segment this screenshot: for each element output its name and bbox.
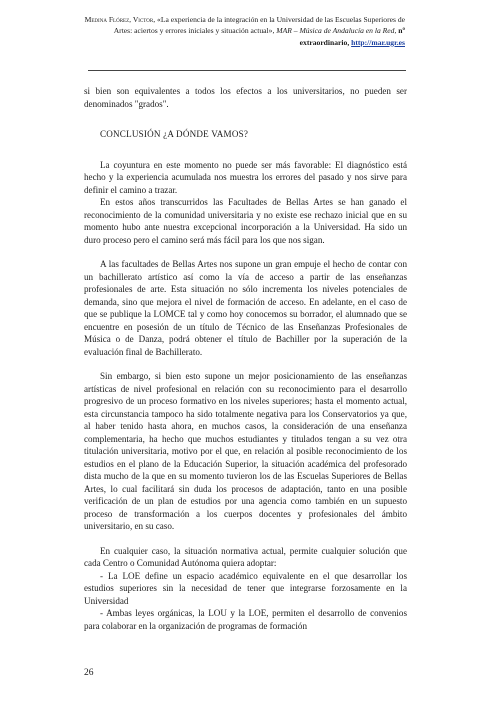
paragraph-3: A las facultades de Bellas Artes nos supone un gran empuje el hecho de contar con un bachillerato artístico así como la vía de acceso a partir de las enseñanzas profesionales de arte. Esta situación no sólo incrementa los niveles potenciales de demanda, sino que mejora el nivel de formación de acceso. En adelante, en el caso de que se publique la LOMCE tal y como hoy conocemos su borrador, el alumnado que se encuentre en posesión de un título de Técnico de las Enseñanzas Profesionales de Música o de Danza, podrá obtener el título de Bachiller por la superación de la evaluación final de Bachillerato.: [84, 259, 407, 357]
header-author: Medina Flórez, Victor,: [84, 15, 156, 24]
paragraph-2: En estos años transcurridos las Facultades de Bellas Artes se han ganado el reconocimiento de la comunidad universitaria y no existe ese rechazo inicial que en su momento hubo ante nuestra excepcional incorporación a la Universidad. Ha sido un duro proceso pero el camino será más fácil para los que nos sigan.: [84, 197, 407, 245]
section-heading: CONCLUSIÓN ¿A DÓNDE VAMOS?: [100, 129, 249, 139]
header-citation: «La experiencia de la integración en la Universidad de las Escuelas Superiores de Artes: aciertos y errores iniciales y situación actual»,: [113, 15, 405, 36]
header-journal: MAR – Música de Andalucía en la Red,: [276, 26, 397, 36]
header-divider: [88, 70, 406, 71]
list-item-loe: - La LOE define un espacio académico equivalente en el que desarrollar los estudios superiores sin la necesidad de tener que integrarse forzosamente en la Universidad: [84, 570, 407, 606]
list-item-lou-loe: - Ambas leyes orgánicas, la LOU y la LOE, permiten el desarrollo de convenios para colaborar en la organización de programas de formación: [84, 608, 407, 631]
paragraph-4: Sin embargo, si bien esto supone un mejor posicionamiento de las enseñanzas artísticas de nivel profesional en relación con su reconocimiento para el desarrollo progresivo de un proceso formativo en los niveles superiores; hasta el momento actual, esta circunstancia tampoco ha sido totalmente negativa para los Conservatorios ya que, al haber tenido hasta ahora, en muchos casos, la consideración de una enseñanza complementaria, ha hecho que muchos estudiantes y titulados tengan a su vez otra titulación universitaria, motivo por el que, en relación al posible reconocimiento de los estudios en el plano de la Educación Superior, la situación académica del profesorado dista mucho de la que en su momento tuvieron los de las Escuelas Superiores de Bellas Artes, lo cual facilitará sin duda los procesos de adaptación, tanto en una posible verificación de un plan de estudios por una agencia como también en un supuesto proceso de transformación a los cuerpos docentes y profesionales del ámbito universitario, en su caso.: [84, 371, 407, 531]
body-text: [84, 85, 407, 632]
paragraph-5: En cualquier caso, la situación normativa actual, permite cualquier solución que cada Centro o Comunidad Autónoma quiera adoptar:: [84, 545, 407, 568]
paragraph-intro: si bien son equivalentes a todos los efectos a los universitarios, no pueden ser denominados "grados".: [84, 86, 407, 109]
paragraph-1: La coyuntura en este momento no puede ser más favorable: El diagnóstico está hecho y la experiencia acumulada nos muestra los errores del pasado y nos sirve para definir el camino a trazar.: [84, 159, 407, 195]
running-header: [65, 14, 405, 48]
header-url-link[interactable]: http://mar.ugr.es: [351, 37, 405, 47]
page-number: 26: [84, 668, 94, 678]
header-issue: nº extraordinario,: [299, 26, 405, 47]
